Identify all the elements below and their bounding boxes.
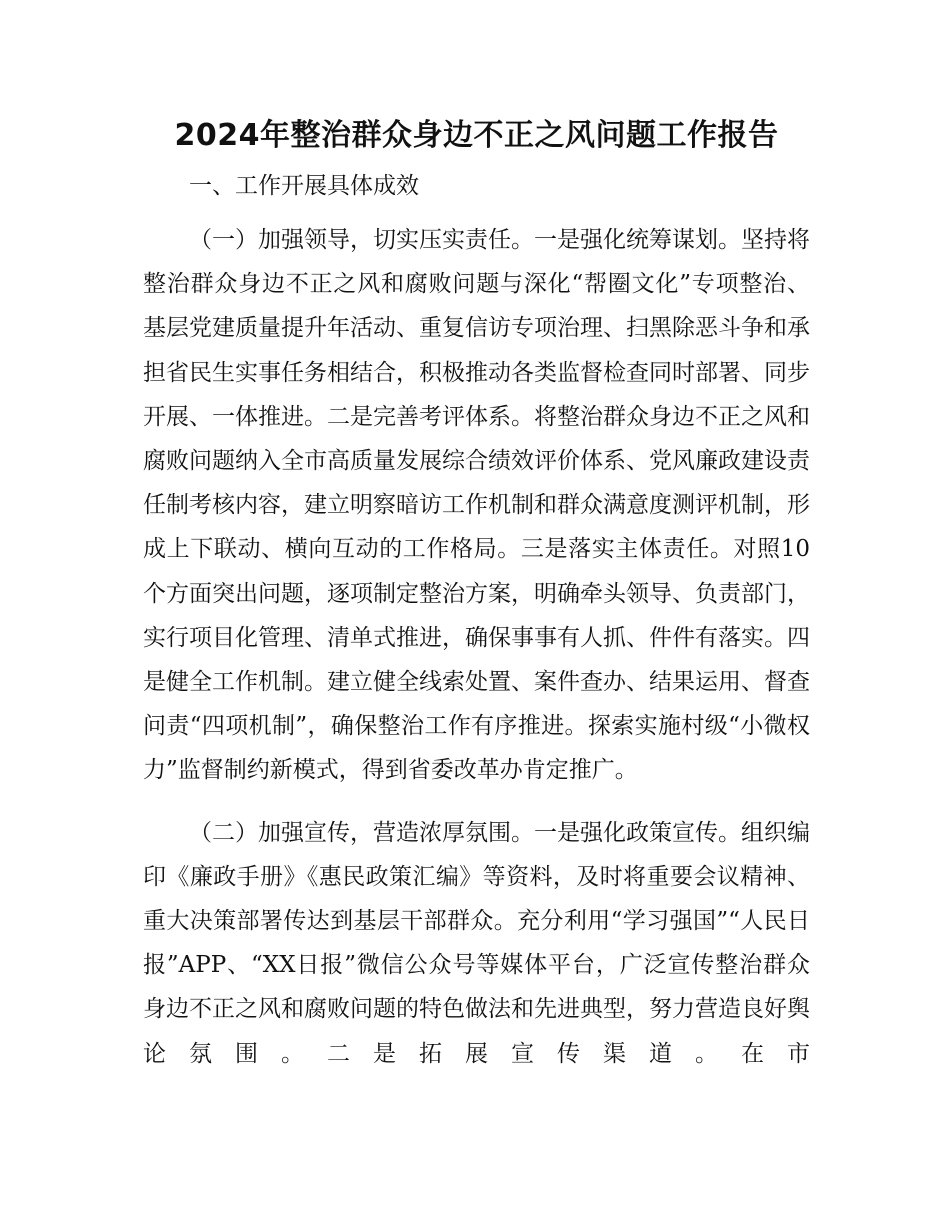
section-heading: 一、工作开展具体成效 xyxy=(189,173,419,199)
paragraph-2: （二）加强宣传，营造浓厚氛围。一是强化政策宣传。组织编印《廉政手册》《惠民政策汇编》等资料，及时将重要会议精神、重大决策部署传达到基层干部群众。充分利用“学习强国”“人民日报”APP、“XX日报”微信公众号等媒体平台，广泛宣传整治群众身边不正之风和腐败问题的特色做法和先进典型，努力营造良好舆论氛围。二是拓展宣传渠道。在市 xyxy=(143,819,810,1067)
document-title: 2024年整治群众身边不正之风问题工作报告 xyxy=(174,118,779,153)
spacer xyxy=(143,793,810,811)
spacer xyxy=(143,208,810,218)
document-page xyxy=(143,108,810,1076)
paragraph-1: （一）加强领导，切实压实责任。一是强化统筹谋划。坚持将整治群众身边不正之风和腐败问题与深化“帮圈文化”专项整治、基层党建质量提升年活动、重复信访专项治理、扫黑除恶斗争和承担省民生实事任务相结合，积极推动各类监督检查同时部署、同步开展、一体推进。二是完善考评体系。将整治群众身边不正之风和腐败问题纳入全市高质量发展综合绩效评价体系、党风廉政建设责任制考核内容，建立明察暗访工作机制和群众满意度测评机制，形成上下联动、横向互动的工作格局。三是落实主体责任。对照10个方面突出问题，逐项制定整治方案，明确牵头领导、负责部门，实行项目化管理、清单式推进，确保事事有人抓、件件有落实。四是健全工作机制。建立健全线索处置、案件查办、结果运用、督查问责“四项机制”，确保整治工作有序推进。探索实施村级“小微权力”监督制约新模式，得到省委改革办肯定推广。 xyxy=(143,227,810,784)
